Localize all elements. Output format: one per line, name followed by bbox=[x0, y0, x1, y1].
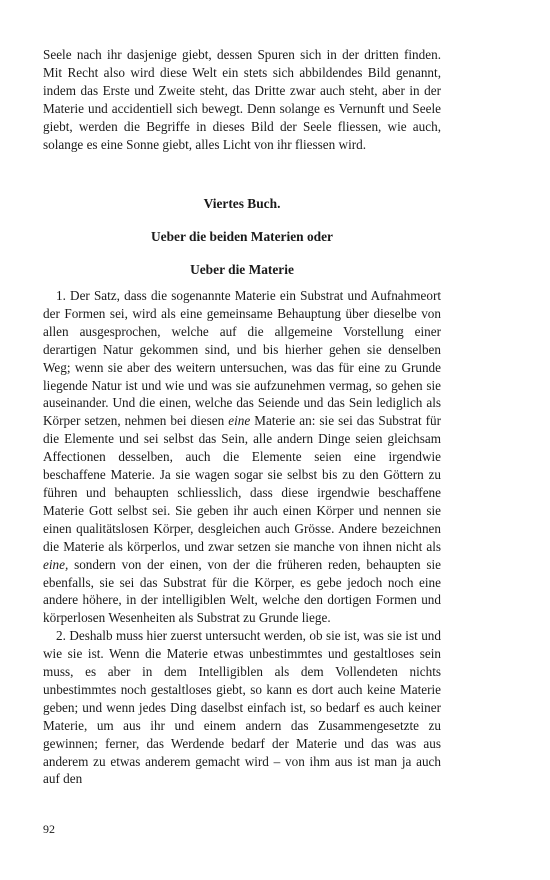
paragraph-1-part-b: Materie an: sie sei das Substrat für die Elemente und sei selbst das Sein, alle andern Dinge seien gleichsam Affectionen desselben, auch die Elemente seien eine irgendwie beschaffene Materie. Ja sie wagen sogar sie selbst bis zu den Göttern zu führen und behaupten schliesslich, dass diese irgendwie beschaffene Materie Gott selbst sei. Sie geben ihr auch einen Körper und nennen sie einen qualitätslosen Körper, desgleichen auch Grösse. Andere bezeichnen die Materie als körperlos, und zwar setzen sie manche von ihnen nicht als bbox=[43, 413, 442, 554]
paragraph-2: 2. Deshalb muss hier zuerst untersucht werden, ob sie ist, was sie ist und wie sie ist. Wenn die Materie etwas unbestimmtes und gestaltloses sein muss, es aber in dem Intelligiblen als dem Vollendeten nichts unbestimmtes noch gestaltloses giebt, so kann es dort auch keine Materie geben; und wenn jedes Ding daselbst einfach ist, so bedarf es auch keiner Materie, um aus ihr und einem andern das Zusammengesetzte zu gewinnen; ferner, das Werdende bedarf der Materie und das was aus anderem zu etwas anderem gemacht wird – von ihm aus ist man ja auch auf den bbox=[43, 628, 441, 787]
emphasis-eine-1: eine bbox=[228, 413, 251, 429]
paragraph-1-part-c: sondern von der einen, von der die früheren reden, behaupten sie ebenfalls, sie sei das Substrat für die Körper, es gebe jedoch noch eine andere höhere, in der intelligiblen Welt, welche den dortigen Formen und körperlosen Wesenheiten als Substrat zu Grunde liege. bbox=[43, 556, 442, 626]
page-number: 92 bbox=[43, 822, 55, 836]
paragraph-1 bbox=[43, 287, 441, 627]
paragraph-1-part-a: 1. Der Satz, dass die sogenannte Materie ein Substrat und Aufnahmeort der Formen sei, wird als eine gemeinsame Behauptung über dieselbe von allen ausgesprochen, welche auf die allgemeine Vorstellung einer derartigen Natur gekommen sind, und bis hierher gehen sie denselben Weg; wenn sie aber des weitern untersuchen, was das für eine zu Grunde liegende Natur ist und wie und was sie aufzunehmen vermag, so gehen sie auseinander. Und die einen, welche das Seiende und das Sein lediglich als Körper setzen, nehmen bei diesen bbox=[43, 288, 441, 429]
emphasis-eine-2: eine, bbox=[43, 556, 69, 572]
book-heading: Viertes Buch. bbox=[203, 196, 281, 211]
body-text bbox=[43, 287, 441, 788]
chapter-title-line-2: Ueber die Materie bbox=[190, 262, 294, 277]
continued-paragraph-block bbox=[43, 46, 441, 153]
chapter-title-line-1: Ueber die beiden Materien oder bbox=[151, 229, 333, 244]
continued-paragraph: Seele nach ihr dasjenige giebt, dessen Spuren sich in der dritten finden. Mit Recht also wird diese Welt ein stets sich abbildendes Bild genannt, indem das Erste und Zweite steht, das Dritte zwar auch steht, aber in der Materie und accidentiell sich bewegt. Denn solange es Vernunft und Seele giebt, werden die Begriffe in dieses Bild der Seele fliessen, wie auch, solange es eine Sonne giebt, alles Licht von ihr fliessen wird. bbox=[43, 47, 441, 152]
